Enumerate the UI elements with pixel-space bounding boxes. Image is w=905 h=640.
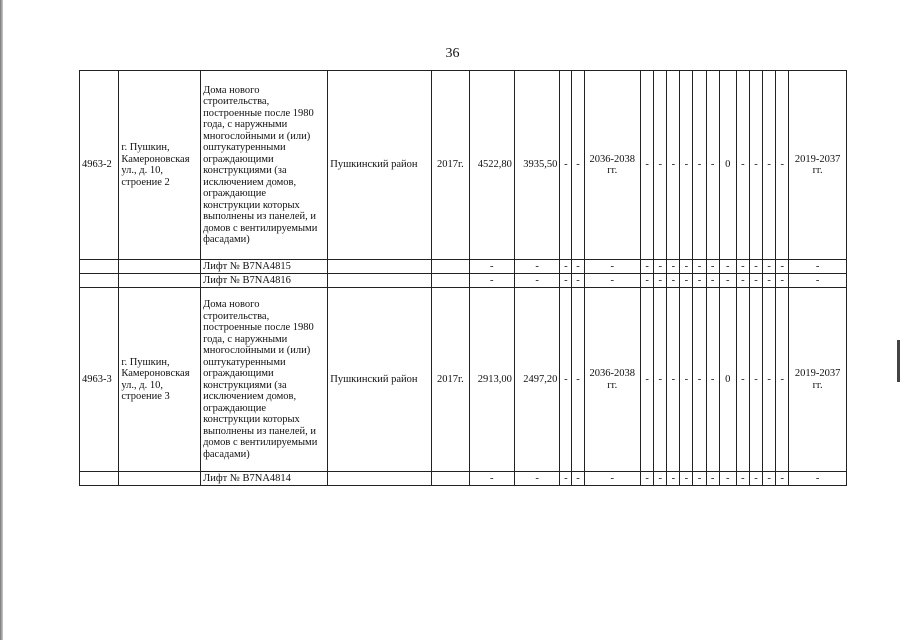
dash-cell: - xyxy=(776,288,789,472)
period-cell: 2019-2037 гг. xyxy=(789,288,847,472)
dash-cell: - xyxy=(584,274,641,288)
dash-cell: - xyxy=(560,472,572,486)
area-residential-cell: 3935,50 xyxy=(514,71,559,260)
dash-cell: - xyxy=(776,472,789,486)
lift-row xyxy=(80,260,847,274)
dash-cell: - xyxy=(560,288,572,472)
scan-edge xyxy=(0,0,3,640)
dash-cell: - xyxy=(719,274,736,288)
dash-cell: - xyxy=(706,71,719,260)
dash-cell: - xyxy=(680,260,693,274)
table-row xyxy=(80,288,847,472)
dash-cell: - xyxy=(763,288,776,472)
dash-cell: - xyxy=(776,71,789,260)
dash-cell: - xyxy=(572,472,584,486)
dash-cell: - xyxy=(736,71,749,260)
dash-cell: - xyxy=(736,274,749,288)
dash-cell: - xyxy=(763,274,776,288)
dash-cell: - xyxy=(641,260,654,274)
dash-cell: - xyxy=(749,71,762,260)
dash-cell: - xyxy=(641,274,654,288)
period-cell: 2036-2038 гг. xyxy=(584,71,641,260)
lift-label: Лифт № B7NA4814 xyxy=(201,472,328,486)
scan-mark xyxy=(897,340,900,382)
dash-cell: - xyxy=(719,260,736,274)
dash-cell: - xyxy=(680,71,693,260)
dash-cell: - xyxy=(667,71,680,260)
dash-cell: - xyxy=(560,260,572,274)
dash-cell: - xyxy=(749,274,762,288)
area-total-cell: 2913,00 xyxy=(469,288,514,472)
record-id: 4963-2 xyxy=(80,71,119,260)
dash-cell: - xyxy=(680,274,693,288)
register-table xyxy=(79,70,847,486)
address-cell: г. Пушкин, Камероновская ул., д. 10, строение 3 xyxy=(119,288,201,472)
area-total-cell: 4522,80 xyxy=(469,71,514,260)
district-cell: Пушкинский район xyxy=(328,288,432,472)
dash-cell: - xyxy=(736,472,749,486)
dash-cell: - xyxy=(641,472,654,486)
dash-cell: - xyxy=(469,274,514,288)
dash-cell: - xyxy=(749,472,762,486)
dash-cell: - xyxy=(560,274,572,288)
zero-cell: 0 xyxy=(719,288,736,472)
dash-cell: - xyxy=(514,472,559,486)
record-id: 4963-3 xyxy=(80,288,119,472)
address-cell: г. Пушкин, Камероновская ул., д. 10, строение 2 xyxy=(119,71,201,260)
dash-cell: - xyxy=(641,71,654,260)
dash-cell: - xyxy=(693,260,706,274)
year-cell: 2017г. xyxy=(432,288,469,472)
lift-label: Лифт № B7NA4816 xyxy=(201,274,328,288)
dash-cell: - xyxy=(763,71,776,260)
page-number: 36 xyxy=(445,46,460,61)
dash-cell: - xyxy=(667,472,680,486)
dash-cell: - xyxy=(584,260,641,274)
lift-row xyxy=(80,274,847,288)
dash-cell: - xyxy=(749,288,762,472)
dash-cell: - xyxy=(789,260,847,274)
dash-cell: - xyxy=(469,472,514,486)
lift-label: Лифт № B7NA4815 xyxy=(201,260,328,274)
dash-cell: - xyxy=(514,274,559,288)
dash-cell: - xyxy=(667,260,680,274)
dash-cell: - xyxy=(776,274,789,288)
period-cell: 2019-2037 гг. xyxy=(789,71,847,260)
lift-row xyxy=(80,472,847,486)
period-cell: 2036-2038 гг. xyxy=(584,288,641,472)
dash-cell: - xyxy=(654,71,667,260)
dash-cell: - xyxy=(654,260,667,274)
dash-cell: - xyxy=(693,274,706,288)
dash-cell: - xyxy=(667,288,680,472)
area-residential-cell: 2497,20 xyxy=(514,288,559,472)
dash-cell: - xyxy=(469,260,514,274)
dash-cell: - xyxy=(572,260,584,274)
dash-cell: - xyxy=(680,288,693,472)
dash-cell: - xyxy=(572,288,584,472)
dash-cell: - xyxy=(706,274,719,288)
year-cell: 2017г. xyxy=(432,71,469,260)
dash-cell: - xyxy=(654,288,667,472)
dash-cell: - xyxy=(763,472,776,486)
dash-cell: - xyxy=(736,288,749,472)
dash-cell: - xyxy=(680,472,693,486)
dash-cell: - xyxy=(693,288,706,472)
dash-cell: - xyxy=(736,260,749,274)
dash-cell: - xyxy=(514,260,559,274)
dash-cell: - xyxy=(641,288,654,472)
dash-cell: - xyxy=(789,472,847,486)
table-row xyxy=(80,71,847,260)
district-cell: Пушкинский район xyxy=(328,71,432,260)
dash-cell: - xyxy=(776,260,789,274)
dash-cell: - xyxy=(719,472,736,486)
zero-cell: 0 xyxy=(719,71,736,260)
dash-cell: - xyxy=(789,274,847,288)
dash-cell: - xyxy=(584,472,641,486)
dash-cell: - xyxy=(572,274,584,288)
house-type-cell: Дома нового строительства, построенные после 1980 года, с наружными многослойными и (или) оштукатуренными ограждающими конструкциями (за исключением домов, ограждающие конструкции которых выполнены из панелей, и домов с вентилируемыми фасадами) xyxy=(201,71,328,260)
dash-cell: - xyxy=(693,71,706,260)
dash-cell: - xyxy=(667,274,680,288)
house-type-cell: Дома нового строительства, построенные после 1980 года, с наружными многослойными и (или) оштукатуренными ограждающими конструкциями (за исключением домов, ограждающие конструкции которых выполнены из панелей, и домов с вентилируемыми фасадами) xyxy=(201,288,328,472)
dash-cell: - xyxy=(749,260,762,274)
dash-cell: - xyxy=(654,274,667,288)
dash-cell: - xyxy=(572,71,584,260)
dash-cell: - xyxy=(654,472,667,486)
dash-cell: - xyxy=(763,260,776,274)
dash-cell: - xyxy=(693,472,706,486)
dash-cell: - xyxy=(706,288,719,472)
dash-cell: - xyxy=(706,472,719,486)
dash-cell: - xyxy=(706,260,719,274)
dash-cell: - xyxy=(560,71,572,260)
